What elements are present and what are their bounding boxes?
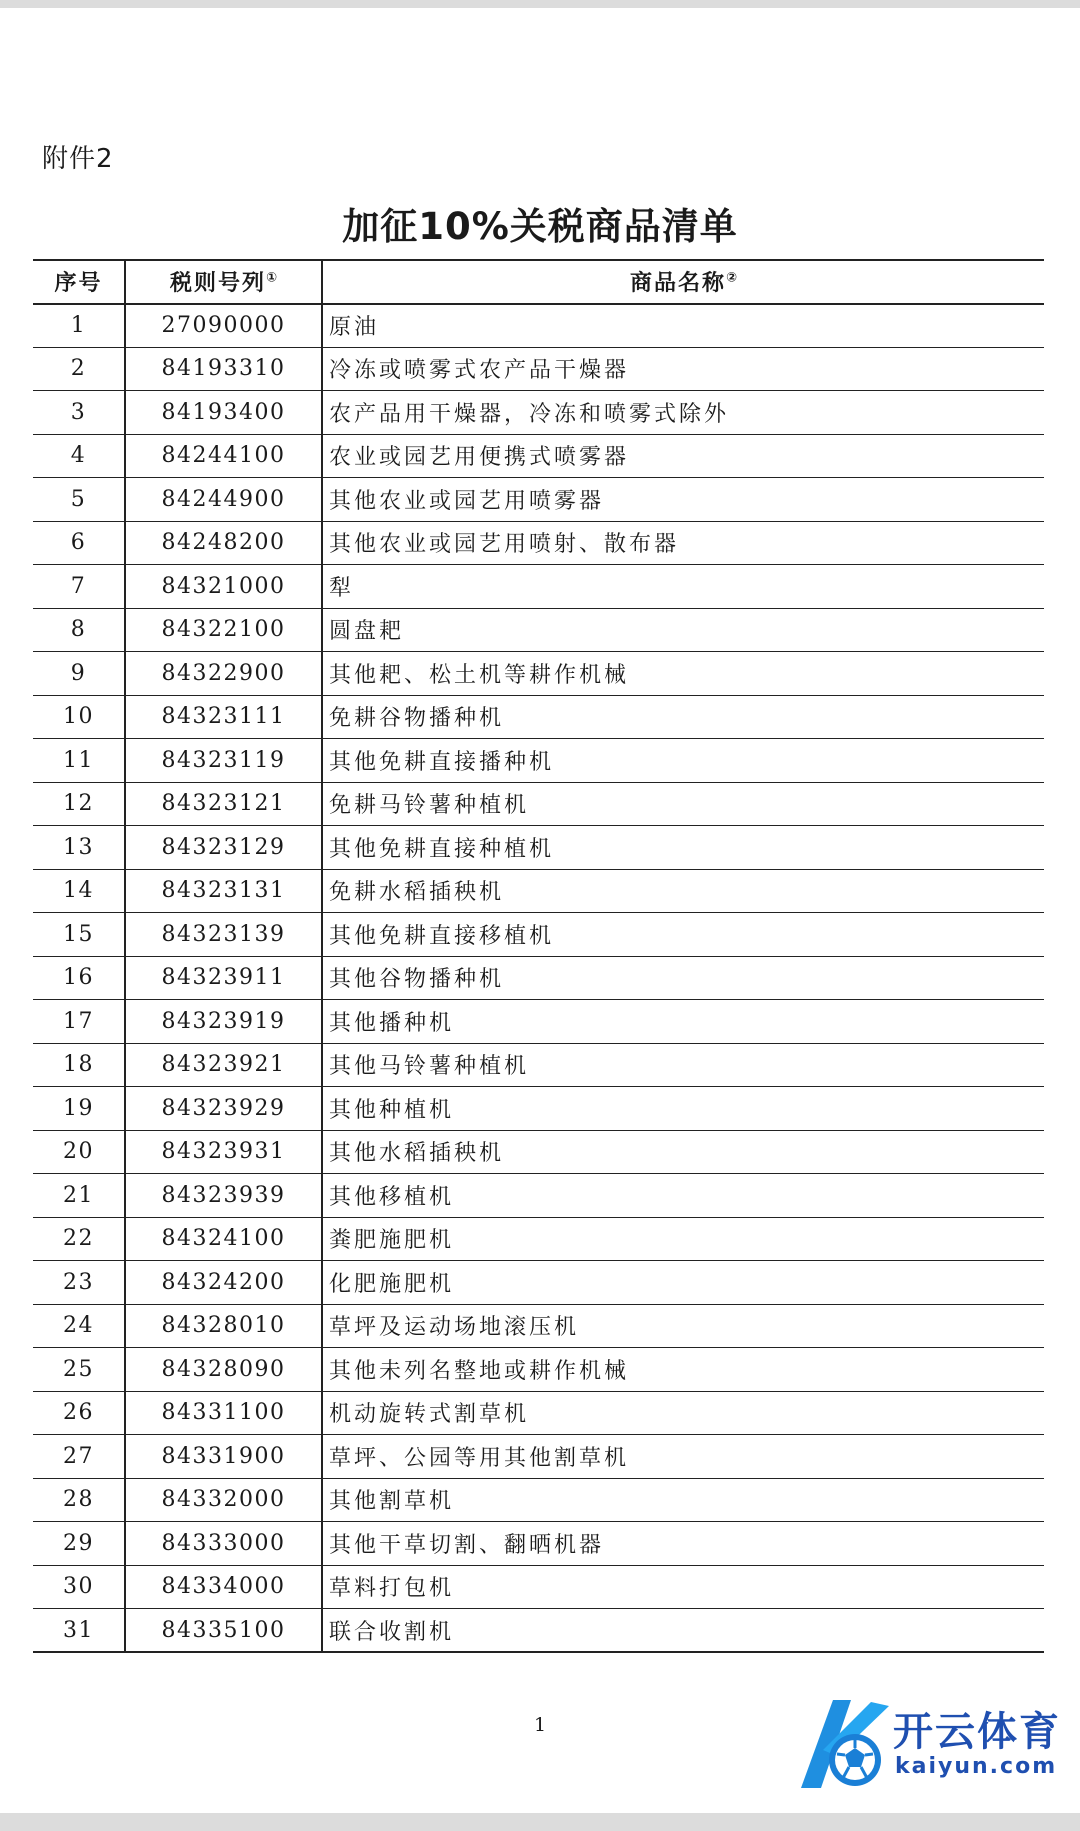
cell-seq: 28: [33, 1478, 125, 1522]
cell-name: 联合收割机: [322, 1609, 1044, 1653]
cell-seq: 6: [33, 521, 125, 565]
table-row: [33, 434, 1044, 478]
cell-seq: 29: [33, 1522, 125, 1566]
cell-code: 84335100: [125, 1609, 322, 1653]
cell-seq: 8: [33, 608, 125, 652]
cell-seq: 15: [33, 913, 125, 957]
cell-seq: 18: [33, 1043, 125, 1087]
cell-name: 草料打包机: [322, 1565, 1044, 1609]
cell-name: 粪肥施肥机: [322, 1217, 1044, 1261]
cell-code: 84333000: [125, 1522, 322, 1566]
cell-code: 84323921: [125, 1043, 322, 1087]
table-row: [33, 1391, 1044, 1435]
cell-seq: 17: [33, 1000, 125, 1044]
cell-name: 农业或园艺用便携式喷雾器: [322, 434, 1044, 478]
table-row: [33, 478, 1044, 522]
table-row: [33, 304, 1044, 348]
cell-name: 其他耙、松土机等耕作机械: [322, 652, 1044, 696]
table-row: [33, 695, 1044, 739]
table-row: [33, 1087, 1044, 1131]
cell-seq: 16: [33, 956, 125, 1000]
table-row: [33, 1522, 1044, 1566]
table-row: [33, 869, 1044, 913]
cell-name: 其他农业或园艺用喷雾器: [322, 478, 1044, 522]
watermark-name-cn: 开云体育: [893, 1709, 1061, 1755]
cell-seq: 12: [33, 782, 125, 826]
table-row: [33, 1478, 1044, 1522]
viewer-bottom-band: [0, 1813, 1080, 1831]
cell-name: 机动旋转式割草机: [322, 1391, 1044, 1435]
cell-seq: 7: [33, 565, 125, 609]
table-row: [33, 391, 1044, 435]
cell-code: 84323929: [125, 1087, 322, 1131]
cell-code: 84331900: [125, 1435, 322, 1479]
table-row: [33, 565, 1044, 609]
footnote-mark-2: ②: [726, 270, 738, 286]
cell-code: 84244900: [125, 478, 322, 522]
cell-seq: 5: [33, 478, 125, 522]
table-row: [33, 1217, 1044, 1261]
cell-code: 84193310: [125, 347, 322, 391]
cell-code: 84324200: [125, 1261, 322, 1305]
cell-code: 84323131: [125, 869, 322, 913]
cell-code: 84322100: [125, 608, 322, 652]
cell-name: 免耕谷物播种机: [322, 695, 1044, 739]
cell-seq: 30: [33, 1565, 125, 1609]
tariff-table: [33, 259, 1044, 1653]
header-code: 税则号列①: [125, 260, 322, 304]
cell-seq: 26: [33, 1391, 125, 1435]
cell-name: 原油: [322, 304, 1044, 348]
table-row: [33, 826, 1044, 870]
cell-name: 其他免耕直接种植机: [322, 826, 1044, 870]
cell-seq: 9: [33, 652, 125, 696]
cell-name: 其他种植机: [322, 1087, 1044, 1131]
cell-code: 84324100: [125, 1217, 322, 1261]
cell-code: 27090000: [125, 304, 322, 348]
table-row: [33, 1174, 1044, 1218]
cell-name: 草坪及运动场地滚压机: [322, 1304, 1044, 1348]
cell-code: 84323119: [125, 739, 322, 783]
cell-seq: 22: [33, 1217, 125, 1261]
table-row: [33, 1000, 1044, 1044]
table-row: [33, 1304, 1044, 1348]
cell-code: 84323931: [125, 1130, 322, 1174]
cell-code: 84323919: [125, 1000, 322, 1044]
cell-name: 其他播种机: [322, 1000, 1044, 1044]
footnote-mark-1: ①: [266, 270, 278, 286]
cell-code: 84323139: [125, 913, 322, 957]
cell-code: 84332000: [125, 1478, 322, 1522]
cell-code: 84328090: [125, 1348, 322, 1392]
cell-seq: 27: [33, 1435, 125, 1479]
table-row: [33, 1261, 1044, 1305]
k-soccer-ball-logo-icon: [793, 1692, 893, 1802]
cell-seq: 20: [33, 1130, 125, 1174]
cell-name: 其他免耕直接播种机: [322, 739, 1044, 783]
cell-seq: 21: [33, 1174, 125, 1218]
cell-name: 其他免耕直接移植机: [322, 913, 1044, 957]
cell-name: 其他干草切割、翻晒机器: [322, 1522, 1044, 1566]
table-row: [33, 1348, 1044, 1392]
cell-seq: 3: [33, 391, 125, 435]
cell-name: 其他移植机: [322, 1174, 1044, 1218]
cell-code: 84334000: [125, 1565, 322, 1609]
cell-code: 84322900: [125, 652, 322, 696]
cell-name: 其他农业或园艺用喷射、散布器: [322, 521, 1044, 565]
table-row: [33, 1609, 1044, 1653]
cell-name: 其他未列名整地或耕作机械: [322, 1348, 1044, 1392]
cell-code: 84193400: [125, 391, 322, 435]
cell-seq: 2: [33, 347, 125, 391]
cell-name: 其他马铃薯种植机: [322, 1043, 1044, 1087]
document-title: 加征10%关税商品清单: [342, 205, 738, 248]
watermark-name-en: kaiyun.com: [895, 1754, 1058, 1779]
table-header-row: [33, 260, 1044, 304]
cell-seq: 11: [33, 739, 125, 783]
table-row: [33, 1130, 1044, 1174]
cell-seq: 14: [33, 869, 125, 913]
cell-code: 84328010: [125, 1304, 322, 1348]
cell-name: 犁: [322, 565, 1044, 609]
cell-seq: 13: [33, 826, 125, 870]
table-row: [33, 1435, 1044, 1479]
cell-name: 圆盘耙: [322, 608, 1044, 652]
cell-seq: 25: [33, 1348, 125, 1392]
table-row: [33, 913, 1044, 957]
cell-code: 84323911: [125, 956, 322, 1000]
table-row: [33, 739, 1044, 783]
cell-seq: 31: [33, 1609, 125, 1653]
header-name: 商品名称②: [322, 260, 1044, 304]
table-row: [33, 521, 1044, 565]
cell-seq: 10: [33, 695, 125, 739]
cell-code: 84323121: [125, 782, 322, 826]
table-row: [33, 608, 1044, 652]
cell-code: 84244100: [125, 434, 322, 478]
table-row: [33, 1565, 1044, 1609]
cell-seq: 4: [33, 434, 125, 478]
header-seq: 序号: [33, 260, 125, 304]
cell-code: 84323939: [125, 1174, 322, 1218]
cell-code: 84323111: [125, 695, 322, 739]
watermark-logo: [793, 1692, 1063, 1802]
table-row: [33, 652, 1044, 696]
cell-code: 84321000: [125, 565, 322, 609]
cell-seq: 19: [33, 1087, 125, 1131]
cell-name: 农产品用干燥器，冷冻和喷雾式除外: [322, 391, 1044, 435]
cell-name: 免耕水稻插秧机: [322, 869, 1044, 913]
cell-seq: 23: [33, 1261, 125, 1305]
cell-code: 84331100: [125, 1391, 322, 1435]
page-number: 1: [533, 1714, 547, 1736]
table-row: [33, 956, 1044, 1000]
cell-code: 84248200: [125, 521, 322, 565]
table-row: [33, 347, 1044, 391]
table-row: [33, 782, 1044, 826]
cell-seq: 1: [33, 304, 125, 348]
cell-name: 化肥施肥机: [322, 1261, 1044, 1305]
table-row: [33, 1043, 1044, 1087]
cell-code: 84323129: [125, 826, 322, 870]
cell-name: 其他谷物播种机: [322, 956, 1044, 1000]
cell-name: 草坪、公园等用其他割草机: [322, 1435, 1044, 1479]
cell-seq: 24: [33, 1304, 125, 1348]
attachment-label: 附件2: [42, 144, 114, 174]
viewer-top-band: [0, 0, 1080, 8]
cell-name: 免耕马铃薯种植机: [322, 782, 1044, 826]
cell-name: 其他水稻插秧机: [322, 1130, 1044, 1174]
cell-name: 冷冻或喷雾式农产品干燥器: [322, 347, 1044, 391]
cell-name: 其他割草机: [322, 1478, 1044, 1522]
